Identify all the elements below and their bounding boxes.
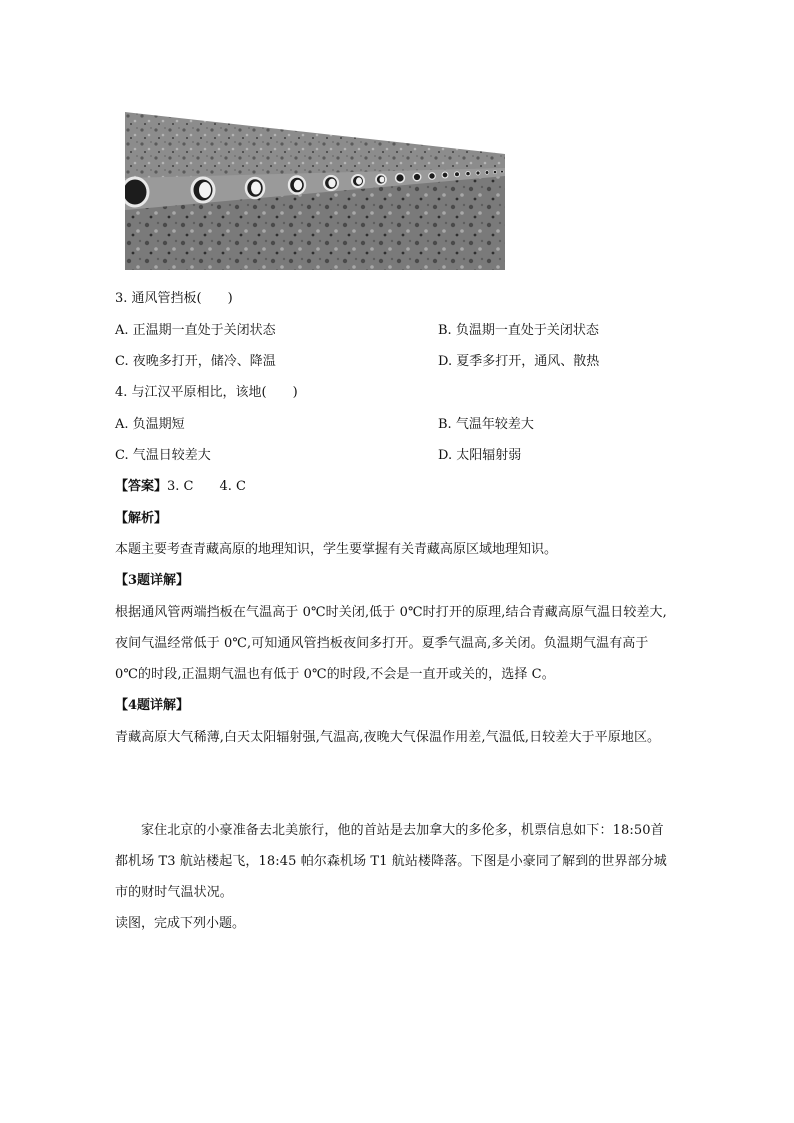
detail-3-label: 【3题详解】 [115,573,190,588]
question-4-option-b: B. 气温年较差大 [438,417,534,432]
passage-text: 家住北京的小豪准备去北美旅行，他的首站是去加拿大的多伦多，机票信息如下：18:50首都机场 T3 航站楼起飞，18:45 帕尔森机场 T1 航站楼降落。下图是小豪同了解到的世界部分城市的财时气温状况。 [115,823,667,900]
question-3-option-d: D. 夏季多打开，通风、散热 [438,354,600,369]
answer-text: 3. C 4. C [167,479,246,494]
question-4-stem: 4. 与江汉平原相比，该地( ) [115,385,298,400]
detail-4-label: 【4题详解】 [115,698,190,713]
question-4-option-c: C. 气温日较差大 [115,448,211,463]
answer-line [115,478,246,496]
question-4-option-a: A. 负温期短 [115,417,185,432]
question-3-option-c: C. 夜晚多打开，储冷、降温 [115,354,276,369]
answer-label: 【答案】 [115,479,168,494]
question-4-option-d: D. 太阳辐射弱 [438,448,522,463]
question-3-stem: 3. 通风管挡板( ) [115,291,233,306]
question-3-option-b: B. 负温期一直处于关闭状态 [438,323,599,338]
analysis-label: 【解析】 [115,511,168,526]
detail-4-text: 青藏高原大气稀薄,白天太阳辐射强,气温高,夜晚大气保温作用差,气温低,日较差大于平原地区。 [115,730,661,745]
passage-instruction: 读图，完成下列小题。 [115,916,246,931]
ventilation-pipes-photo [125,112,505,270]
detail-3-text: 根据通风管两端挡板在气温高于 0℃时关闭,低于 0℃时打开的原理,结合青藏高原气温日较差大,夜间气温经常低于 0℃,可知通风管挡板夜间多打开。夏季气温高,多关闭。负温期气温有高于 0℃的时段,正温期气温也有低于 0℃的时段,不会是一直开或关的，选择 C。 [115,605,667,682]
analysis-text: 本题主要考查青藏高原的地理知识，学生要掌握有关青藏高原区域地理知识。 [115,542,558,557]
question-3-option-a: A. 正温期一直处于关闭状态 [115,323,276,338]
